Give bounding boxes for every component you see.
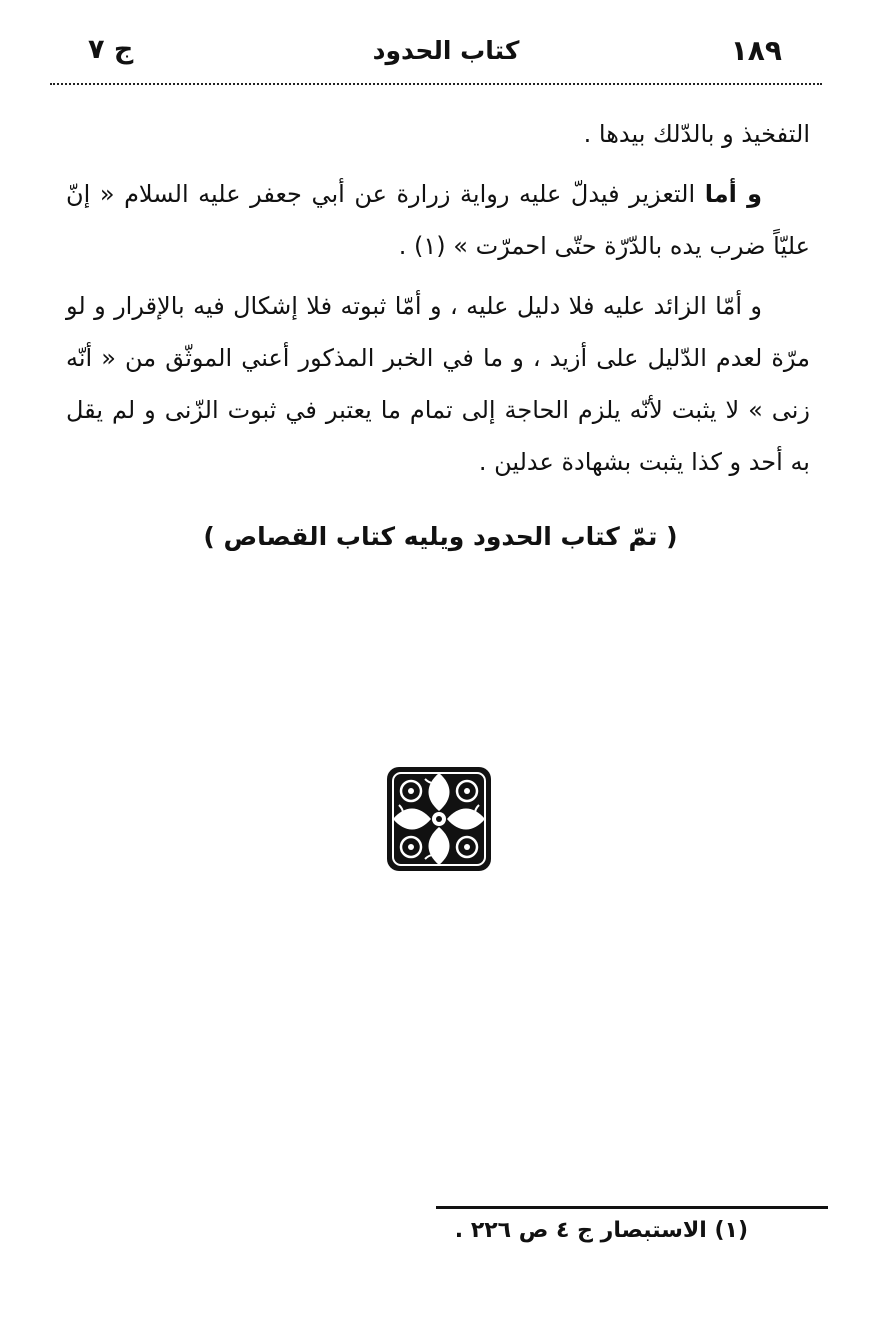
paragraph-2 bbox=[66, 168, 810, 272]
footnote-rule bbox=[436, 1206, 828, 1209]
running-title: كتاب الحدود bbox=[372, 36, 520, 65]
paragraph-2-lead: و أما bbox=[704, 180, 762, 208]
paragraph-3: و أمّا الزائد عليه فلا دليل عليه ، و أمّا ثبوته فلا إشكال فيه بالإقرار و لو مرّة لعدم الدّليل على أزيد ، و ما في الخبر المذكور أعني الموثّق من « أنّه زنى » لا يثبت لأنّه يلزم الحاجة إلى تمام ما يعتبر في ثبوت الزّنى و لم يقل به أحد و كذا يثبت بشهادة عدلين . bbox=[66, 292, 810, 476]
decorative-ornament-icon bbox=[385, 765, 493, 873]
header-dotted-rule bbox=[50, 83, 822, 85]
page-header bbox=[70, 34, 822, 74]
volume-label: ج ٧ bbox=[88, 34, 134, 65]
paragraph-1: التفخيذ و بالدّلك بيدها . bbox=[583, 120, 810, 148]
paragraph-2-text: التعزير فيدلّ عليه رواية زرارة عن أبي جعفر عليه السلام « إنّ عليّاً ضرب يده بالدّرّة حتّى احمرّت » (١) . bbox=[66, 180, 810, 260]
body-text bbox=[66, 108, 810, 496]
closing-note: ( تمّ كتاب الحدود ويليه كتاب القصاص ) bbox=[203, 522, 678, 551]
footnote: (١) الاستبصار ج ٤ ص ٢٢٦ . bbox=[454, 1218, 748, 1243]
page-number: ١٨٩ bbox=[730, 34, 782, 67]
